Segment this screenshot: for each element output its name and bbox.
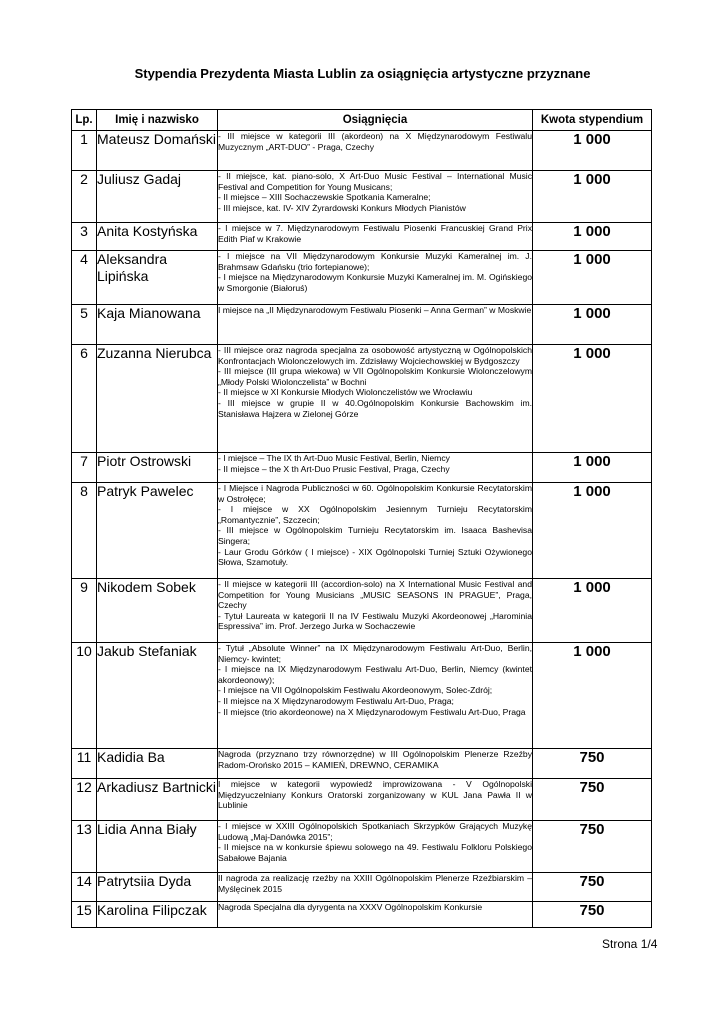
achievements-cell [218, 223, 533, 251]
achievement-line: - I miejsce w 7. Międzynarodowym Festiwalu Piosenki Francuskiej Grand Prix Edith Piaf w Krakowie [218, 223, 532, 244]
recipient-name: Karolina Filipczak [97, 902, 218, 928]
table-row [72, 453, 652, 483]
table-row [72, 749, 652, 779]
achievements-cell [218, 251, 533, 305]
table-row [72, 821, 652, 873]
achievement-line: - I miejsce na IX Międzynarodowym Festiwalu Art-Duo, Berlin, Niemcy (kwintet akordeonowy); [218, 664, 532, 685]
achievements-cell [218, 131, 533, 171]
row-number: 12 [72, 779, 97, 821]
table-row [72, 171, 652, 223]
scholarship-amount: 1 000 [533, 643, 652, 749]
recipient-name: Lidia Anna Biały [97, 821, 218, 873]
achievement-line: - I Miejsce i Nagroda Publiczności w 60. Ogólnopolskim Konkursie Recytatorskim w Ostrołęce; [218, 483, 532, 504]
achievement-line: - II miejsce na w konkursie śpiewu solowego na 49. Festiwalu Folkloru Polskiego Sabałowe Bajania [218, 842, 532, 863]
recipient-name: Aleksandra Lipińska [97, 251, 218, 305]
scholarship-amount: 750 [533, 873, 652, 902]
achievement-line: - II miejsce (trio akordeonowe) na X Międzynarodowym Festiwalu Art-Duo, Praga [218, 706, 526, 717]
achievement-line: - III miejsce oraz nagroda specjalna za osobowość artystyczną w Ogólnopolskich Konfrontacjach Wiolonczelowych im. Zdzisławy Wojciechowskiej w Bydgoszczy [218, 345, 532, 366]
recipient-name: Zuzanna Nierubca [97, 345, 218, 453]
table-row [72, 579, 652, 643]
recipient-name: Arkadiusz Bartnicki [97, 779, 218, 821]
achievements-cell [218, 305, 533, 345]
scholarship-amount: 1 000 [533, 345, 652, 453]
recipient-name: Anita Kostyńska [97, 223, 218, 251]
recipient-name: Mateusz Domański [97, 131, 218, 171]
page-number: Strona 1/4 [602, 937, 658, 951]
achievement-line: - Tytuł „Absolute Winner” na IX Międzynarodowym Festiwalu Art-Duo, Berlin, Niemcy- kwintet; [218, 643, 532, 664]
scholarship-table [71, 109, 652, 928]
table-row [72, 873, 652, 902]
table-row [72, 223, 652, 251]
row-number: 10 [72, 643, 97, 749]
achievements-cell [218, 453, 533, 483]
table-row [72, 483, 652, 579]
scholarship-amount: 1 000 [533, 251, 652, 305]
recipient-name: Patryk Pawelec [97, 483, 218, 579]
achievement-line: Nagroda Specjalna dla dyrygenta na XXXV Ogólnopolskim Konkursie [218, 902, 483, 912]
achievement-line: - II miejsce – XIII Sochaczewskie Spotkania Kameralne; [218, 192, 431, 203]
achievements-cell [218, 873, 533, 902]
achievements-cell [218, 579, 533, 643]
row-number: 9 [72, 579, 97, 643]
achievement-line: - III miejsce w Ogólnopolskim Turnieju Recytatorskim im. Isaaca Bashevisa Singera; [218, 525, 532, 546]
row-number: 4 [72, 251, 97, 305]
achievements-cell [218, 749, 533, 779]
header-amount: Kwota stypendium [533, 110, 652, 131]
table-row [72, 902, 652, 928]
header-name: Imię i nazwisko [97, 110, 218, 131]
recipient-name: Kadidia Ba [97, 749, 218, 779]
achievements-cell [218, 779, 533, 821]
document-title: Stypendia Prezydenta Miasta Lublin za osiągnięcia artystyczne przyznane [134, 66, 591, 81]
achievement-line: I miejsce w kategorii wypowiedź improwizowana - V Ogólnopolski Międzyuczelniany Konkurs Oratorski zorganizowany w KUL Jana Pawła II w Lublinie [218, 779, 532, 811]
row-number: 15 [72, 902, 97, 928]
recipient-name: Nikodem Sobek [97, 579, 218, 643]
row-number: 2 [72, 171, 97, 223]
achievement-line: - II miejsce – the X th Art-Duo Prusic Festival, Praga, Czechy [218, 463, 450, 474]
achievements-cell [218, 171, 533, 223]
recipient-name: Juliusz Gadaj [97, 171, 218, 223]
achievement-line: II nagroda za realizację rzeźby na XXIII Ogólnopolskim Plenerze Rzeźbiarskim – Myślęcinek 2015 [218, 873, 532, 894]
header-lp: Lp. [72, 110, 97, 131]
scholarship-amount: 1 000 [533, 171, 652, 223]
row-number: 7 [72, 453, 97, 483]
scholarship-amount: 1 000 [533, 579, 652, 643]
achievement-line: - I miejsce – The IX th Art-Duo Music Festival, Berlin, Niemcy [218, 453, 450, 463]
achievements-cell [218, 483, 533, 579]
table-row [72, 305, 652, 345]
achievement-line: - I miejsce na Międzynarodowym Konkursie Muzyki Kameralnej im. M. Ogińskiego w Smorgonie (Białoruś) [218, 272, 532, 293]
achievement-line: - II miejsce w kategorii III (accordion-solo) na X International Music Festival and Competition for Young Musicians „MUSIC SEASONS IN PRAGUE”, Praga, Czechy [218, 579, 532, 611]
scholarship-amount: 750 [533, 779, 652, 821]
achievement-line: - III miejsce w kategorii III (akordeon) na X Międzynarodowym Festiwalu Muzycznym „ART-DUO” - Praga, Czechy [218, 131, 532, 152]
achievement-line: - II miejsce na X Międzynarodowym Festiwalu Art-Duo, Praga; [218, 695, 454, 706]
table-row [72, 345, 652, 453]
achievement-line: - I miejsce w XX Ogólnopolskim Jesiennym Turnieju Recytatorskim „Romantycznie”, Szczecin; [218, 504, 532, 525]
scholarship-amount: 1 000 [533, 453, 652, 483]
achievement-line: - Laur Grodu Górków ( I miejsce) - XIX Ogólnopolski Turniej Sztuki Ożywionego Słowa, Szamotuły. [218, 546, 532, 568]
table-row [72, 251, 652, 305]
recipient-name: Jakub Stefaniak [97, 643, 218, 749]
achievement-line: - III miejsce w grupie II w 40.Ogólnopolskim Konkursie Bachowskim im. Stanisława Hajzera w Zielonej Górze [218, 397, 532, 419]
achievement-line: - I miejsce na VII Ogólnopolskim Festiwalu Akordeonowym, Solec-Zdrój; [218, 685, 493, 696]
achievement-line: - II miejsce, kat. piano-solo, X Art-Duo Music Festival – International Music Festival and Competition for Young Musicans; [218, 171, 532, 192]
achievements-cell [218, 345, 533, 453]
achievement-line: Nagroda (przyznano trzy równorzędne) w III Ogólnopolskim Plenerze Rzeźby Radom-Orońsko 2015 – KAMIEŃ, DREWNO, CERAMIKA [218, 749, 532, 770]
scholarship-amount: 750 [533, 821, 652, 873]
scholarship-amount: 1 000 [533, 131, 652, 171]
achievement-line: - Tytuł Laureata w kategorii II na IV Festiwalu Muzyki Akordeonowej „Harominia Espressiva” im. Prof. Jerzego Jurka w Sochaczewie [218, 610, 532, 632]
table-row [72, 643, 652, 749]
achievement-line: - II miejsce w XI Konkursie Młodych Wiolonczelistów we Wrocławiu [218, 387, 473, 398]
achievement-line: I miejsce na „II Międzynarodowym Festiwalu Piosenki – Anna German” w Moskwie [218, 305, 532, 315]
achievement-line: - III miejsce (III grupa wiekowa) w VII Ogólnopolskim Konkursie Wiolonczelowym „Młody Polski Wiolonczelista” w Bochni [218, 366, 532, 387]
row-number: 6 [72, 345, 97, 453]
row-number: 1 [72, 131, 97, 171]
achievements-cell [218, 821, 533, 873]
row-number: 3 [72, 223, 97, 251]
scholarship-amount: 1 000 [533, 483, 652, 579]
table-header-row [72, 110, 652, 131]
table-row [72, 779, 652, 821]
row-number: 14 [72, 873, 97, 902]
recipient-name: Piotr Ostrowski [97, 453, 218, 483]
achievement-line: - I miejsce na VII Międzynarodowym Konkursie Muzyki Kameralnej im. J. Brahmsaw Gdańsku (trio fortepianowe); [218, 251, 532, 272]
recipient-name: Patrytsiia Dyda [97, 873, 218, 902]
header-achievements: Osiągnięcia [218, 110, 533, 131]
row-number: 5 [72, 305, 97, 345]
recipient-name: Kaja Mianowana [97, 305, 218, 345]
row-number: 13 [72, 821, 97, 873]
scholarship-amount: 1 000 [533, 305, 652, 345]
scholarship-amount: 750 [533, 902, 652, 928]
achievement-line: - III miejsce, kat. IV- XIV Żyrardowski Konkurs Młodych Pianistów [218, 202, 466, 213]
row-number: 8 [72, 483, 97, 579]
row-number: 11 [72, 749, 97, 779]
table-row [72, 131, 652, 171]
achievement-line: - I miejsce w XXIII Ogólnopolskich Spotkaniach Skrzypków Grających Muzykę Ludową „Maj-Danówka 2015”; [218, 821, 532, 842]
scholarship-amount: 750 [533, 749, 652, 779]
achievements-cell [218, 643, 533, 749]
achievements-cell [218, 902, 533, 928]
scholarship-amount: 1 000 [533, 223, 652, 251]
